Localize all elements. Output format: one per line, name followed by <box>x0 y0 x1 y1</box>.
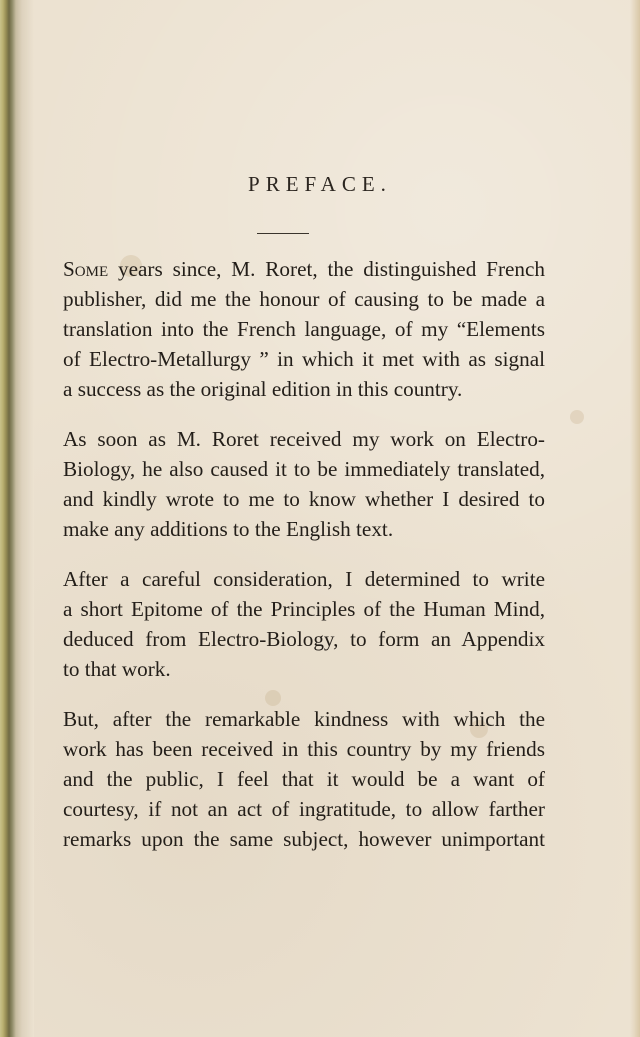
title-divider <box>257 233 309 234</box>
text-line: publisher, did me the honour of causing to be made a <box>63 287 545 311</box>
book-binding-edge <box>0 0 34 1037</box>
preface-body <box>63 254 545 874</box>
text-line: translation into the French language, of my “Elements <box>63 317 545 341</box>
text-line: a short Epitome of the Principles of the Human Mind, <box>63 597 545 621</box>
text-line-rest: years since, M. Roret, the distinguished French <box>108 257 545 281</box>
page-title: PREFACE. <box>248 172 392 196</box>
text-line: to that work. <box>63 657 171 681</box>
text-line: a success as the original edition in this country. <box>63 377 463 401</box>
text-line: As soon as M. Roret received my work on Electro- <box>63 427 545 451</box>
text-line: remarks upon the same subject, however unimportant <box>63 827 545 851</box>
page-right-edge <box>630 0 640 1037</box>
paragraph-3 <box>63 564 545 684</box>
text-line: But, after the remarkable kindness with which the <box>63 707 545 731</box>
paragraph-4 <box>63 704 545 854</box>
text-line: make any additions to the English text. <box>63 517 394 541</box>
text-line: deduced from Electro-Biology, to form an Appendix <box>63 627 545 651</box>
text-line: work has been received in this country by my friends <box>63 737 545 761</box>
text-line <box>63 254 545 284</box>
foxing-spot <box>570 410 584 424</box>
paragraph-1 <box>63 254 545 404</box>
text-line: Biology, he also caused it to be immediately translated, <box>63 457 545 481</box>
text-line: courtesy, if not an act of ingratitude, to allow farther <box>63 797 545 821</box>
text-line: of Electro-Metallurgy ” in which it met with as signal <box>63 347 545 371</box>
paragraph-2 <box>63 424 545 544</box>
text-line: After a careful consideration, I determined to write <box>63 567 545 591</box>
text-line: and the public, I feel that it would be a want of <box>63 767 545 791</box>
small-caps-lead: Some <box>63 257 109 281</box>
text-line: and kindly wrote to me to know whether I desired to <box>63 487 545 511</box>
